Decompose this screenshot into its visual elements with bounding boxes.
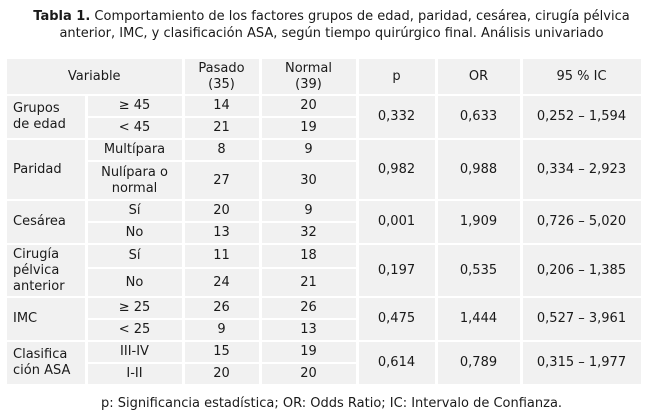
normal-cell: 20 [260,95,357,117]
group-name [6,341,86,385]
header-normal-label: Normal [284,60,333,76]
category-cell: < 45 [86,117,183,139]
header-ic: 95 % IC [521,58,642,95]
caption-label: Tabla 1. [33,9,91,24]
category-cell: < 25 [86,319,183,341]
normal-cell: 30 [260,161,357,200]
group-name-line: Cirugía [13,246,60,262]
normal-cell: 26 [260,297,357,319]
category-line: Nulípara o [101,164,168,180]
normal-cell: 19 [260,341,357,363]
group-name-line: de edad [13,117,66,132]
group-name [6,244,86,297]
caption-text-1: Comportamiento de los factores grupos de edad, paridad, cesárea, cirugía pélvica [94,9,630,24]
pasado-cell: 21 [183,117,260,139]
table-caption [0,8,663,42]
caption-line-2: anterior, IMC, y clasificación ASA, según tiempo quirúrgico final. Análisis univariado [59,26,604,41]
group-name-line: Paridad [13,161,62,177]
group-name-line: Grupos [13,101,60,116]
pasado-cell: 9 [183,319,260,341]
pasado-cell: 15 [183,341,260,363]
table-footnote: p: Significancia estadística; OR: Odds Ratio; IC: Intervalo de Confianza. [100,396,563,411]
normal-cell: 19 [260,117,357,139]
category-cell: No [86,268,183,297]
normal-cell: 9 [260,139,357,161]
category-cell: Multípara [86,139,183,161]
p-cell: 0,197 [357,244,436,297]
table-row [6,200,642,222]
header-pasado-n: (35) [208,76,235,92]
group-name-line: IMC [13,311,38,326]
p-cell: 0,982 [357,139,436,200]
ic-cell: 0,206 – 1,385 [521,244,642,297]
category-cell: ≥ 25 [86,297,183,319]
p-cell: 0,001 [357,200,436,244]
group-name-line: anterior [13,278,65,294]
caption-line-1 [0,8,663,25]
normal-cell: 13 [260,319,357,341]
header-pasado-label: Pasado [198,60,245,76]
category-cell: ≥ 45 [86,95,183,117]
pasado-cell: 24 [183,268,260,297]
normal-cell: 18 [260,244,357,268]
or-cell: 0,535 [436,244,521,297]
pasado-cell: 11 [183,244,260,268]
pasado-cell: 27 [183,161,260,200]
table-row [6,95,642,117]
ic-cell: 0,726 – 5,020 [521,200,642,244]
results-table [5,57,644,386]
header-p: p [357,58,436,95]
category-cell: No [86,222,183,244]
group-name [6,95,86,139]
pasado-cell: 13 [183,222,260,244]
or-cell: 1,909 [436,200,521,244]
header-normal [260,58,357,95]
table-row [6,139,642,161]
ic-cell: 0,334 – 2,923 [521,139,642,200]
normal-cell: 32 [260,222,357,244]
group-name [6,139,86,200]
category-cell [86,161,183,200]
category-cell: Sí [86,200,183,222]
header-variable: Variable [6,58,183,95]
table-row [6,244,642,268]
group-name-line: Cesárea [13,214,66,229]
pasado-cell: 26 [183,297,260,319]
ic-cell: 0,315 – 1,977 [521,341,642,385]
pasado-cell: 8 [183,139,260,161]
p-cell: 0,614 [357,341,436,385]
pasado-cell: 20 [183,200,260,222]
p-cell: 0,332 [357,95,436,139]
header-pasado [183,58,260,95]
or-cell: 0,988 [436,139,521,200]
group-name [6,200,86,244]
ic-cell: 0,527 – 3,961 [521,297,642,341]
group-name-line: ción ASA [13,363,71,378]
group-name-line: Clasifica [13,347,68,362]
table-row [6,341,642,363]
pasado-cell: 14 [183,95,260,117]
category-cell: Sí [86,244,183,268]
group-name-line: pélvica [13,262,60,278]
category-cell: I-II [86,363,183,385]
p-cell: 0,475 [357,297,436,341]
normal-cell: 9 [260,200,357,222]
pasado-cell: 20 [183,363,260,385]
or-cell: 1,444 [436,297,521,341]
or-cell: 0,633 [436,95,521,139]
header-or: OR [436,58,521,95]
normal-cell: 20 [260,363,357,385]
table-row [6,297,642,319]
or-cell: 0,789 [436,341,521,385]
ic-cell: 0,252 – 1,594 [521,95,642,139]
group-name [6,297,86,341]
category-cell: III-IV [86,341,183,363]
header-row [6,58,642,95]
header-normal-n: (39) [295,76,322,92]
normal-cell: 21 [260,268,357,297]
category-line: normal [111,180,158,196]
